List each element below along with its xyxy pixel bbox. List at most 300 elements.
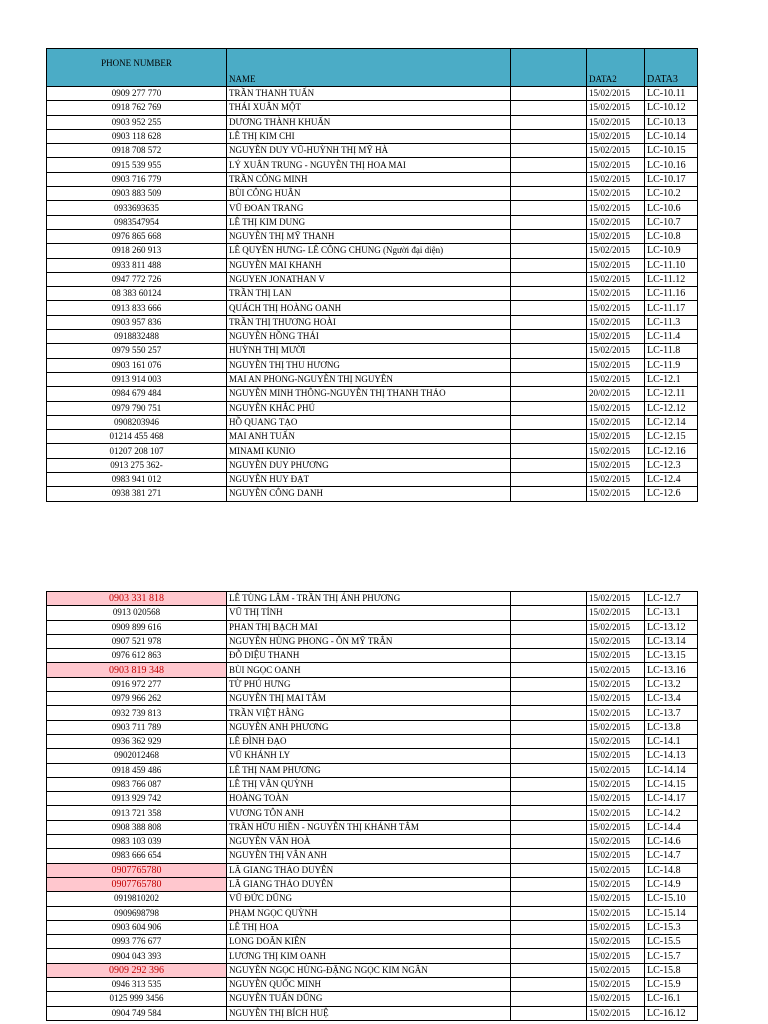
data3-cell: LC-10.13 xyxy=(645,115,698,129)
data2-cell: 15/02/2015 xyxy=(587,129,645,143)
name-cell: LÊ THỊ KIM CHI xyxy=(227,129,511,143)
name-cell: LONG DOÃN KIÊN xyxy=(227,935,511,949)
blank-cell xyxy=(511,992,587,1006)
table-row xyxy=(47,734,698,748)
table-row xyxy=(47,172,698,186)
data3-cell: LC-10.12 xyxy=(645,101,698,115)
data3-cell: LC-12.3 xyxy=(645,458,698,472)
data2-cell: 15/02/2015 xyxy=(587,892,645,906)
blank-cell xyxy=(511,458,587,472)
name-cell: VŨ ĐỨC DŨNG xyxy=(227,892,511,906)
name-cell: LÃ GIANG THẢO DUYÊN xyxy=(227,877,511,891)
data2-cell: 15/02/2015 xyxy=(587,663,645,677)
table-row xyxy=(47,315,698,329)
table-row xyxy=(47,877,698,891)
data2-cell: 15/02/2015 xyxy=(587,187,645,201)
blank-cell xyxy=(511,201,587,215)
data3-cell: LC-16.12 xyxy=(645,1006,698,1020)
name-cell: VŨ THỊ TỈNH xyxy=(227,606,511,620)
blank-cell xyxy=(511,892,587,906)
blank-cell xyxy=(511,692,587,706)
header-data2: DATA2 xyxy=(587,49,645,87)
phone-cell: 0904 749 584 xyxy=(47,1006,227,1020)
blank-cell xyxy=(511,863,587,877)
data2-cell: 15/02/2015 xyxy=(587,444,645,458)
data2-cell: 15/02/2015 xyxy=(587,935,645,949)
phone-cell: 0918 762 769 xyxy=(47,101,227,115)
blank-cell xyxy=(511,606,587,620)
name-cell: PHẠM NGỌC QUỲNH xyxy=(227,906,511,920)
data3-cell: LC-10.11 xyxy=(645,87,698,101)
name-cell: NGUYỄN DUY VŨ-HUỲNH THỊ MỸ HÀ xyxy=(227,144,511,158)
blank-cell xyxy=(511,115,587,129)
table-row xyxy=(47,606,698,620)
data2-cell: 15/02/2015 xyxy=(587,430,645,444)
blank-cell xyxy=(511,473,587,487)
blank-cell xyxy=(511,978,587,992)
data2-cell: 15/02/2015 xyxy=(587,473,645,487)
table-row xyxy=(47,215,698,229)
name-cell: ĐỖ DIỆU THANH xyxy=(227,649,511,663)
data2-cell: 15/02/2015 xyxy=(587,401,645,415)
table-row xyxy=(47,992,698,1006)
table-row xyxy=(47,287,698,301)
name-cell: LÃ GIANG THẢO DUYÊN xyxy=(227,863,511,877)
phone-cell: 0903 118 628 xyxy=(47,129,227,143)
blank-cell xyxy=(511,272,587,286)
table-row xyxy=(47,663,698,677)
data2-cell: 15/02/2015 xyxy=(587,244,645,258)
blank-cell xyxy=(511,835,587,849)
table-row xyxy=(47,301,698,315)
data3-cell: LC-11.10 xyxy=(645,258,698,272)
data2-cell: 15/02/2015 xyxy=(587,792,645,806)
data3-cell: LC-14.4 xyxy=(645,820,698,834)
name-cell: QUÁCH THỊ HOÀNG OANH xyxy=(227,301,511,315)
phone-cell: 0913 833 666 xyxy=(47,301,227,315)
data3-cell: LC-11.17 xyxy=(645,301,698,315)
name-cell: BÙI CÔNG HUÂN xyxy=(227,187,511,201)
phone-cell: 0902012468 xyxy=(47,749,227,763)
table-row xyxy=(47,835,698,849)
name-cell: LÊ THỊ KIM DUNG xyxy=(227,215,511,229)
name-cell: BÙI NGỌC OANH xyxy=(227,663,511,677)
name-cell: VŨ ĐOAN TRANG xyxy=(227,201,511,215)
name-cell: NGUYỄN THỊ BÍCH HUỆ xyxy=(227,1006,511,1020)
data2-cell: 15/02/2015 xyxy=(587,172,645,186)
table-row xyxy=(47,820,698,834)
data2-cell: 15/02/2015 xyxy=(587,87,645,101)
table-row xyxy=(47,906,698,920)
data3-cell: LC-13.4 xyxy=(645,692,698,706)
table-row xyxy=(47,187,698,201)
data2-cell: 15/02/2015 xyxy=(587,487,645,501)
phone-cell: 0916 972 277 xyxy=(47,677,227,691)
data2-cell: 15/02/2015 xyxy=(587,877,645,891)
phone-cell: 0933 811 488 xyxy=(47,258,227,272)
blank-cell xyxy=(511,963,587,977)
name-cell: NGUYỄN THỊ VÂN ANH xyxy=(227,849,511,863)
blank-cell xyxy=(511,158,587,172)
name-cell: NGUYỄN HÙNG PHONG - ÔN MỸ TRÂN xyxy=(227,634,511,648)
data3-cell: LC-15.14 xyxy=(645,906,698,920)
blank-cell xyxy=(511,315,587,329)
data3-cell: LC-12.12 xyxy=(645,401,698,415)
data3-cell: LC-14.7 xyxy=(645,849,698,863)
data2-cell: 15/02/2015 xyxy=(587,820,645,834)
data3-cell: LC-11.4 xyxy=(645,330,698,344)
table-row xyxy=(47,244,698,258)
data3-cell: LC-13.2 xyxy=(645,677,698,691)
blank-cell xyxy=(511,663,587,677)
name-cell: HỒ QUANG TẠO xyxy=(227,415,511,429)
name-cell: LÝ XUÂN TRUNG - NGUYỄN THỊ HOA MAI xyxy=(227,158,511,172)
phone-cell: 0909 292 396 xyxy=(47,963,227,977)
blank-cell xyxy=(511,144,587,158)
data2-cell: 15/02/2015 xyxy=(587,835,645,849)
phone-cell: 0979 790 751 xyxy=(47,401,227,415)
phone-cell: 0909 277 770 xyxy=(47,87,227,101)
name-cell: LÊ THỊ VÂN QUỲNH xyxy=(227,777,511,791)
phone-cell: 0903 883 509 xyxy=(47,187,227,201)
name-cell: THÁI XUÂN MỘT xyxy=(227,101,511,115)
phone-cell: 0983 766 087 xyxy=(47,777,227,791)
data3-cell: LC-12.11 xyxy=(645,387,698,401)
table-row xyxy=(47,229,698,243)
data3-cell: LC-14.15 xyxy=(645,777,698,791)
blank-cell xyxy=(511,258,587,272)
phone-cell: 0919810202 xyxy=(47,892,227,906)
table-row xyxy=(47,458,698,472)
data2-cell: 15/02/2015 xyxy=(587,706,645,720)
data2-cell: 15/02/2015 xyxy=(587,372,645,386)
phone-cell: 0947 772 726 xyxy=(47,272,227,286)
name-cell: TRẦN HỮU HIỀN - NGUYỄN THỊ KHÁNH TÂM xyxy=(227,820,511,834)
phone-cell: 0933693635 xyxy=(47,201,227,215)
data2-cell: 15/02/2015 xyxy=(587,592,645,606)
phone-cell: 08 383 60124 xyxy=(47,287,227,301)
table-row xyxy=(47,272,698,286)
table-row xyxy=(47,649,698,663)
phone-cell: 0904 043 393 xyxy=(47,949,227,963)
blank-cell xyxy=(511,806,587,820)
phone-cell: 0984 679 484 xyxy=(47,387,227,401)
data3-cell: LC-15.10 xyxy=(645,892,698,906)
data3-cell: LC-11.3 xyxy=(645,315,698,329)
header-name: NAME xyxy=(227,49,511,87)
name-cell: MAI AN PHONG-NGUYỄN THỊ NGUYÊN xyxy=(227,372,511,386)
phone-cell: 0983 103 039 xyxy=(47,835,227,849)
phone-cell: 0979 550 257 xyxy=(47,344,227,358)
name-cell: TRẦN THANH TUẤN xyxy=(227,87,511,101)
name-cell: NGUYỄN MINH THÔNG-NGUYỄN THỊ THANH THẢO xyxy=(227,387,511,401)
blank-cell xyxy=(511,877,587,891)
data3-cell: LC-12.7 xyxy=(645,592,698,606)
data2-cell: 15/02/2015 xyxy=(587,734,645,748)
name-cell: NGUYỄN HUY ĐẠT xyxy=(227,473,511,487)
phone-cell: 0913 275 362- xyxy=(47,458,227,472)
phone-cell: 0938 381 271 xyxy=(47,487,227,501)
data3-cell: LC-10.14 xyxy=(645,129,698,143)
data2-cell: 15/02/2015 xyxy=(587,777,645,791)
phone-cell: 01207 208 107 xyxy=(47,444,227,458)
table-row xyxy=(47,101,698,115)
data2-cell: 15/02/2015 xyxy=(587,258,645,272)
table-row xyxy=(47,344,698,358)
data3-cell: LC-13.16 xyxy=(645,663,698,677)
table-row xyxy=(47,949,698,963)
data3-cell: LC-13.7 xyxy=(645,706,698,720)
phone-cell: 0936 362 929 xyxy=(47,734,227,748)
data3-cell: LC-10.7 xyxy=(645,215,698,229)
data3-cell: LC-11.16 xyxy=(645,287,698,301)
phone-cell: 0913 020568 xyxy=(47,606,227,620)
table-row xyxy=(47,1006,698,1020)
data3-cell: LC-13.14 xyxy=(645,634,698,648)
data2-cell: 15/02/2015 xyxy=(587,906,645,920)
data3-cell: LC-13.12 xyxy=(645,620,698,634)
table-row xyxy=(47,892,698,906)
table-row xyxy=(47,258,698,272)
phone-cell: 0918 708 572 xyxy=(47,144,227,158)
blank-cell xyxy=(511,172,587,186)
name-cell: PHAN THỊ BẠCH MAI xyxy=(227,620,511,634)
blank-cell xyxy=(511,87,587,101)
data2-cell: 15/02/2015 xyxy=(587,272,645,286)
data3-cell: LC-10.17 xyxy=(645,172,698,186)
data3-cell: LC-12.1 xyxy=(645,372,698,386)
data2-cell: 15/02/2015 xyxy=(587,144,645,158)
name-cell: NGUYEN JONATHAN V xyxy=(227,272,511,286)
name-cell: NGUYỄN DUY PHƯƠNG xyxy=(227,458,511,472)
name-cell: MAI ANH TUẤN xyxy=(227,430,511,444)
phone-cell: 0932 739 813 xyxy=(47,706,227,720)
table-row xyxy=(47,387,698,401)
name-cell: NGUYỄN THỊ MAI TÂM xyxy=(227,692,511,706)
phone-cell: 0903 716 779 xyxy=(47,172,227,186)
blank-cell xyxy=(511,720,587,734)
name-cell: LÊ QUYỀN HƯNG- LÊ CÔNG CHUNG (Người đại diện) xyxy=(227,244,511,258)
table-row xyxy=(47,415,698,429)
data3-cell: LC-12.4 xyxy=(645,473,698,487)
name-cell: VŨ KHÁNH LY xyxy=(227,749,511,763)
table-row xyxy=(47,720,698,734)
header-data3: DATA3 xyxy=(645,49,698,87)
data2-cell: 15/02/2015 xyxy=(587,677,645,691)
name-cell: LÊ TÙNG LÂM - TRẦN THỊ ÁNH PHƯƠNG xyxy=(227,592,511,606)
data2-cell: 15/02/2015 xyxy=(587,415,645,429)
name-cell: TRẦN THỊ THƯƠNG HOÀI xyxy=(227,315,511,329)
data2-cell: 15/02/2015 xyxy=(587,101,645,115)
data3-cell: LC-14.1 xyxy=(645,734,698,748)
data2-cell: 15/02/2015 xyxy=(587,692,645,706)
table-row xyxy=(47,792,698,806)
phone-cell: 0909 899 616 xyxy=(47,620,227,634)
blank-cell xyxy=(511,677,587,691)
data2-cell: 15/02/2015 xyxy=(587,115,645,129)
blank-cell xyxy=(511,229,587,243)
table-row xyxy=(47,473,698,487)
table-row xyxy=(47,620,698,634)
data3-cell: LC-16.1 xyxy=(645,992,698,1006)
name-cell: LÊ THỊ NAM PHƯƠNG xyxy=(227,763,511,777)
data2-cell: 15/02/2015 xyxy=(587,949,645,963)
phone-cell: 0913 914 003 xyxy=(47,372,227,386)
phone-cell: 0908 388 808 xyxy=(47,820,227,834)
header-phone-number: PHONE NUMBER xyxy=(47,49,227,87)
data2-cell: 15/02/2015 xyxy=(587,863,645,877)
blank-cell xyxy=(511,401,587,415)
data3-cell: LC-12.16 xyxy=(645,444,698,458)
name-cell: NGUYỄN NGỌC HÙNG-ĐẶNG NGỌC KIM NGÂN xyxy=(227,963,511,977)
blank-cell xyxy=(511,187,587,201)
data3-cell: LC-10.9 xyxy=(645,244,698,258)
data3-cell: LC-10.2 xyxy=(645,187,698,201)
phone-cell: 01214 455 468 xyxy=(47,430,227,444)
data2-cell: 15/02/2015 xyxy=(587,763,645,777)
data2-cell: 15/02/2015 xyxy=(587,649,645,663)
data2-cell: 15/02/2015 xyxy=(587,358,645,372)
blank-cell xyxy=(511,592,587,606)
table-row xyxy=(47,87,698,101)
name-cell: LÊ THỊ HOA xyxy=(227,920,511,934)
blank-cell xyxy=(511,935,587,949)
blank-cell xyxy=(511,301,587,315)
data3-cell: LC-14.9 xyxy=(645,877,698,891)
name-cell: TRẦN VIỆT HẰNG xyxy=(227,706,511,720)
blank-cell xyxy=(511,620,587,634)
table-row xyxy=(47,849,698,863)
phone-cell: 0976 865 668 xyxy=(47,229,227,243)
table-row xyxy=(47,592,698,606)
data3-cell: LC-15.3 xyxy=(645,920,698,934)
table-row xyxy=(47,401,698,415)
blank-cell xyxy=(511,415,587,429)
data2-cell: 15/02/2015 xyxy=(587,344,645,358)
data2-cell: 15/02/2015 xyxy=(587,287,645,301)
name-cell: NGUYỄN QUỐC MINH xyxy=(227,978,511,992)
table-row xyxy=(47,158,698,172)
data3-cell: LC-14.2 xyxy=(645,806,698,820)
phone-cell: 0903 331 818 xyxy=(47,592,227,606)
blank-cell xyxy=(511,849,587,863)
data3-cell: LC-13.15 xyxy=(645,649,698,663)
blank-cell xyxy=(511,244,587,258)
phone-cell: 0915 539 955 xyxy=(47,158,227,172)
phone-cell: 0983 666 654 xyxy=(47,849,227,863)
phone-cell: 0907765780 xyxy=(47,863,227,877)
table-row xyxy=(47,863,698,877)
blank-cell xyxy=(511,634,587,648)
blank-cell xyxy=(511,792,587,806)
table-row xyxy=(47,763,698,777)
data3-cell: LC-14.6 xyxy=(645,835,698,849)
data2-cell: 15/02/2015 xyxy=(587,634,645,648)
phone-cell: 0908203946 xyxy=(47,415,227,429)
phone-cell: 0918832488 xyxy=(47,330,227,344)
data3-cell: LC-10.15 xyxy=(645,144,698,158)
blank-cell xyxy=(511,1006,587,1020)
phone-cell: 0993 776 677 xyxy=(47,935,227,949)
table-row xyxy=(47,444,698,458)
blank-cell xyxy=(511,330,587,344)
phone-cell: 0903 604 906 xyxy=(47,920,227,934)
table-row xyxy=(47,430,698,444)
blank-cell xyxy=(511,920,587,934)
name-cell: NGUYỄN MAI KHANH xyxy=(227,258,511,272)
phone-cell: 0903 819 348 xyxy=(47,663,227,677)
blank-cell xyxy=(511,444,587,458)
table-row xyxy=(47,806,698,820)
name-cell: TRẦN THỊ LAN xyxy=(227,287,511,301)
data2-cell: 15/02/2015 xyxy=(587,606,645,620)
name-cell: HUỲNH THỊ MƯỜI xyxy=(227,344,511,358)
phone-cell: 0903 957 836 xyxy=(47,315,227,329)
data3-cell: LC-14.13 xyxy=(645,749,698,763)
table-row xyxy=(47,963,698,977)
phone-cell: 0903 161 076 xyxy=(47,358,227,372)
table-row xyxy=(47,115,698,129)
blank-cell xyxy=(511,649,587,663)
blank-cell xyxy=(511,706,587,720)
data3-cell: LC-10.8 xyxy=(645,229,698,243)
phone-cell: 0125 999 3456 xyxy=(47,992,227,1006)
table-row xyxy=(47,144,698,158)
data3-cell: LC-15.5 xyxy=(645,935,698,949)
data2-cell: 15/02/2015 xyxy=(587,749,645,763)
blank-cell xyxy=(511,430,587,444)
table-row xyxy=(47,201,698,215)
name-cell: NGUYỄN TUẤN DŨNG xyxy=(227,992,511,1006)
data2-cell: 15/02/2015 xyxy=(587,315,645,329)
phone-cell: 0903 952 255 xyxy=(47,115,227,129)
name-cell: LƯƠNG THỊ KIM OANH xyxy=(227,949,511,963)
phone-cell: 0913 929 742 xyxy=(47,792,227,806)
table-row xyxy=(47,487,698,501)
name-cell: TỪ PHÚ HƯNG xyxy=(227,677,511,691)
data3-cell: LC-15.9 xyxy=(645,978,698,992)
data3-cell: LC-11.8 xyxy=(645,344,698,358)
blank-cell xyxy=(511,487,587,501)
data2-cell: 15/02/2015 xyxy=(587,849,645,863)
blank-cell xyxy=(511,820,587,834)
blank-cell xyxy=(511,358,587,372)
blank-cell xyxy=(511,129,587,143)
table-row xyxy=(47,777,698,791)
blank-cell xyxy=(511,344,587,358)
phone-cell: 0918 260 913 xyxy=(47,244,227,258)
table-row xyxy=(47,372,698,386)
data2-cell: 15/02/2015 xyxy=(587,720,645,734)
data2-cell: 15/02/2015 xyxy=(587,215,645,229)
data2-cell: 15/02/2015 xyxy=(587,458,645,472)
blank-cell xyxy=(511,777,587,791)
phone-cell: 0946 313 535 xyxy=(47,978,227,992)
data2-cell: 15/02/2015 xyxy=(587,1006,645,1020)
name-cell: NGUYỄN VĂN HOÀ xyxy=(227,835,511,849)
data3-cell: LC-13.8 xyxy=(645,720,698,734)
phone-cell: 0909698798 xyxy=(47,906,227,920)
table-row xyxy=(47,749,698,763)
name-cell: NGUYỄN ANH PHƯƠNG xyxy=(227,720,511,734)
blank-cell xyxy=(511,101,587,115)
contacts-table-1 xyxy=(46,48,698,502)
contacts-table-2 xyxy=(46,591,698,1021)
phone-cell: 0976 612 863 xyxy=(47,649,227,663)
data3-cell: LC-12.6 xyxy=(645,487,698,501)
phone-cell: 0907765780 xyxy=(47,877,227,891)
data3-cell: LC-11.12 xyxy=(645,272,698,286)
